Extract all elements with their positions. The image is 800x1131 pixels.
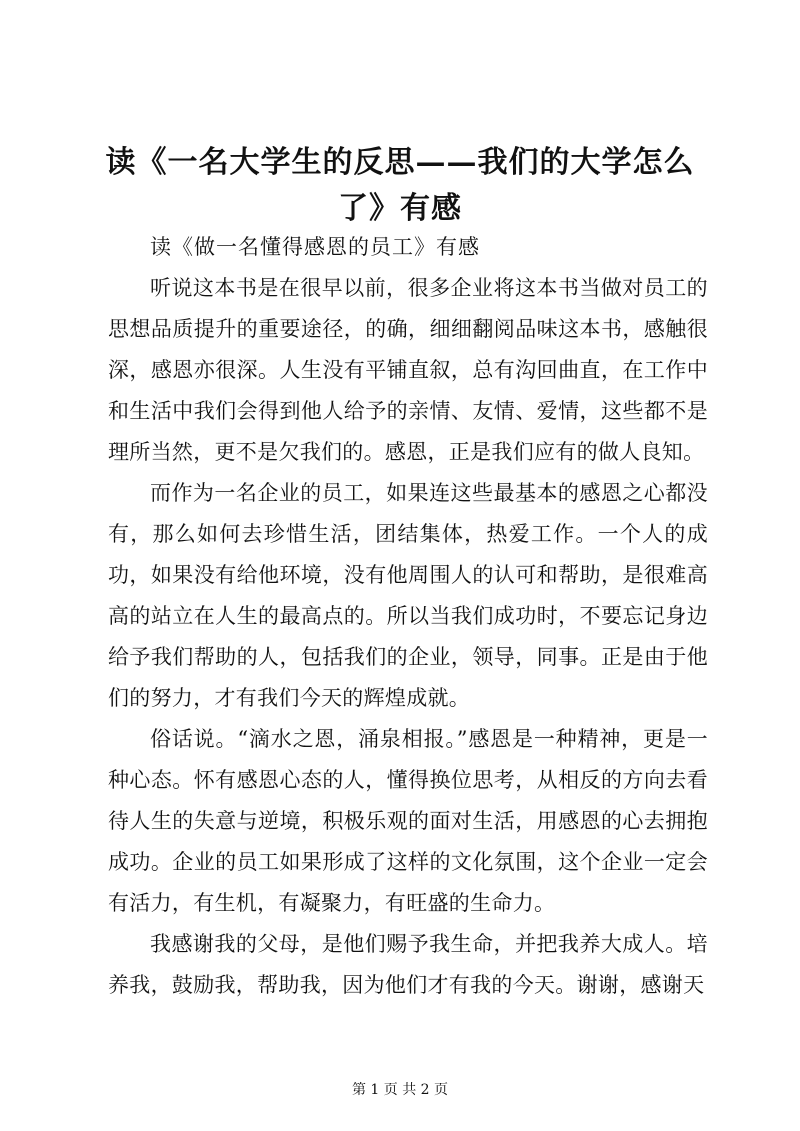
paragraph-4: 我感谢我的父母，是他们赐予我生命，并把我养大成人。培养我，鼓励我，帮助我，因为他们才有我的今天。谢谢，感谢天 — [108, 932, 708, 997]
document-body — [108, 268, 708, 1006]
page-footer — [0, 1080, 800, 1100]
document-subtitle: 读《做一名懂得感恩的员工》有感 — [150, 235, 480, 259]
page-number-label: 第 1 页 共 2 页 — [351, 1082, 449, 1098]
paragraph-3: 俗话说。“滴水之恩，涌泉相报。”感恩是一种精神，更是一种心态。怀有感恩心态的人，懂得换位思考，从相反的方向去看待人生的失意与逆境，积极乐观的面对生活，用感恩的心去拥抱成功。企业的员工如果形成了这样的文化氛围，这个企业一定会有活力，有生机，有凝聚力，有旺盛的生命力。 — [108, 727, 708, 915]
title-line-1: 读《一名大学生的反思——我们的大学怎么 — [105, 145, 695, 180]
title-line-2: 了》有感 — [338, 191, 462, 226]
paragraph-1: 听说这本书是在很早以前，很多企业将这本书当做对员工的思想品质提升的重要途径，的确，细细翻阅品味这本书，感触很深，感恩亦很深。人生没有平铺直叙，总有沟回曲直，在工作中和生活中我们会得到他人给予的亲情、友情、爱情，这些都不是理所当然，更不是欠我们的。感恩，正是我们应有的做人良知。 — [108, 276, 708, 464]
paragraph-2: 而作为一名企业的员工，如果连这些最基本的感恩之心都没有，那么如何去珍惜生活，团结集体，热爱工作。一个人的成功，如果没有给他环境，没有他周围人的认可和帮助，是很难高高的站立在人生的最高点的。所以当我们成功时，不要忘记身边给予我们帮助的人，包括我们的企业，领导，同事。正是由于他们的努力，才有我们今天的辉煌成就。 — [108, 481, 708, 710]
document-title — [100, 140, 700, 232]
